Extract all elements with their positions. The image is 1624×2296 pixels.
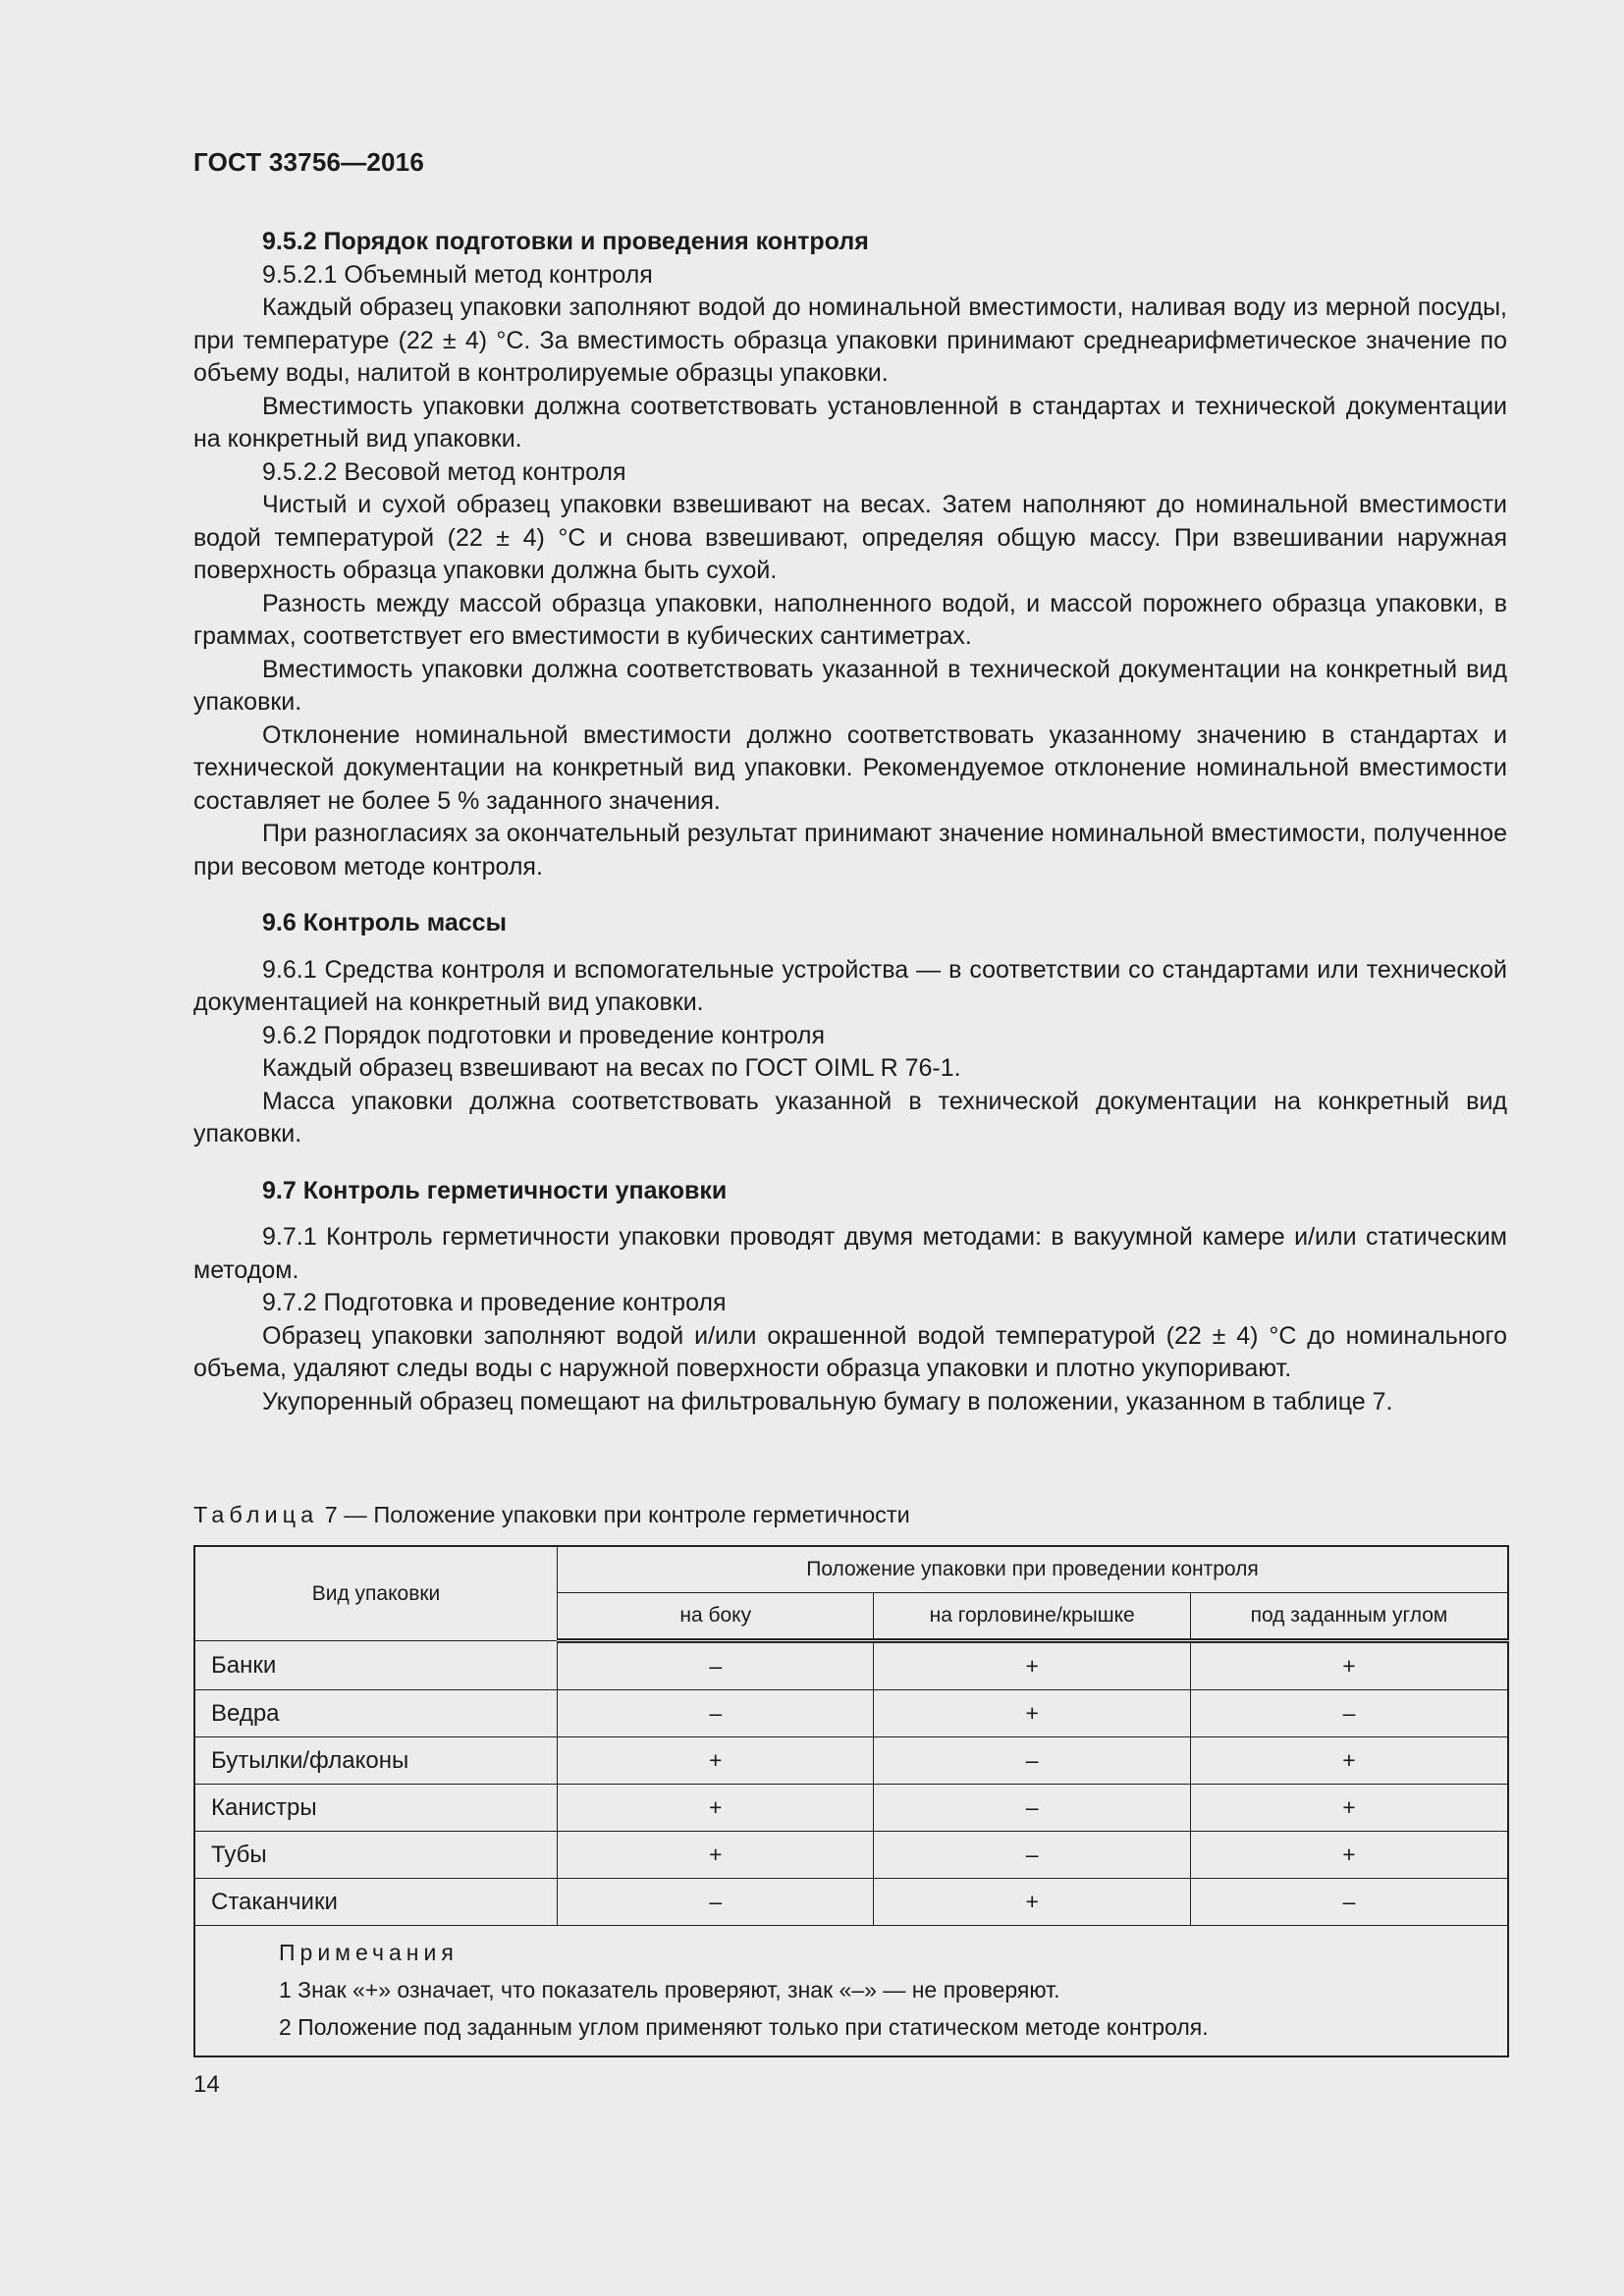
table-row [194, 1879, 1508, 1926]
col-header-kind: Вид упаковки [194, 1546, 558, 1641]
paragraph: 9.7.1 Контроль герметичности упаковки проводят двумя методами: в вакуумной камере и/или статическим методом. [193, 1223, 1507, 1284]
row-kind: Тубы [194, 1832, 558, 1879]
paragraph: Вместимость упаковки должна соответствовать указанной в технической документации на конкретный вид упаковки. [193, 655, 1507, 716]
paragraph: 9.5.2.1 Объемный метод контроля [262, 260, 653, 289]
paragraph: Разность между массой образца упаковки, наполненного водой, и массой порожнего образца упаковки, в граммах, соответствует его вместимости в кубических сантиметрах. [193, 589, 1507, 650]
paragraph: Образец упаковки заполняют водой и/или окрашенной водой температурой (22 ± 4) °С до номинального объема, удаляют следы воды с наружной поверхности образца упаковки и плотно укупоривают. [193, 1321, 1507, 1382]
section-heading: 9.5.2 Порядок подготовки и проведения контроля [262, 228, 869, 255]
row-value: + [1190, 1641, 1508, 1690]
table-row [194, 1737, 1508, 1785]
row-value: – [874, 1832, 1191, 1879]
col-header-neck: на горловине/крышке [874, 1593, 1191, 1641]
row-kind: Канистры [194, 1785, 558, 1832]
table-notes-row [194, 1926, 1508, 2057]
package-position-table [193, 1545, 1509, 2057]
section-heading: 9.6 Контроль массы [262, 909, 507, 936]
row-kind: Банки [194, 1641, 558, 1690]
row-value: + [558, 1737, 874, 1785]
row-value: – [558, 1641, 874, 1690]
row-value: + [558, 1832, 874, 1879]
row-value: – [1190, 1879, 1508, 1926]
col-header-side: на боку [558, 1593, 874, 1641]
row-kind: Бутылки/флаконы [194, 1737, 558, 1785]
row-value: + [1190, 1737, 1508, 1785]
col-header-angle: под заданным углом [1190, 1593, 1508, 1641]
paragraph: Вместимость упаковки должна соответствовать установленной в стандартах и технической документации на конкретный вид упаковки. [193, 392, 1507, 453]
row-value: + [558, 1785, 874, 1832]
table-caption-label: Таблица [193, 1502, 319, 1527]
row-value: – [558, 1879, 874, 1926]
document-header: ГОСТ 33756—2016 [193, 147, 424, 177]
paragraph: Отклонение номинальной вместимости должно соответствовать указанному значению в стандартах и технической документации на конкретный вид упаковки. Рекомендуемое отклонение номинальной вместимости составляет не более 5 % заданного значения. [193, 721, 1507, 815]
row-value: – [558, 1690, 874, 1737]
paragraph: Чистый и сухой образец упаковки взвешивают на весах. Затем наполняют до номинальной вместимости водой температурой (22 ± 4) °С и снова взвешивают, определяя общую массу. При взвешивании наружная поверхность образца упаковки должна быть сухой. [193, 491, 1507, 584]
paragraph: Каждый образец упаковки заполняют водой до номинальной вместимости, наливая воду из мерной посуды, при температуре (22 ± 4) °С. За вместимость образца упаковки принимают среднеарифметическое значение по объему воды, налитой в контролируемые образцы упаковки. [193, 294, 1507, 387]
row-value: – [1190, 1690, 1508, 1737]
col-header-group: Положение упаковки при проведении контроля [558, 1546, 1508, 1593]
row-kind: Ведра [194, 1690, 558, 1737]
row-value: – [874, 1785, 1191, 1832]
paragraph: При разногласиях за окончательный результат принимают значение номинальной вместимости, полученное при весовом методе контроля. [193, 820, 1507, 881]
paragraph: 9.7.2 Подготовка и проведение контроля [262, 1289, 727, 1316]
paragraph: 9.6.1 Средства контроля и вспомогательные устройства — в соответствии со стандартами или технической документацией на конкретный вид упаковки. [193, 955, 1507, 1016]
table-row [194, 1832, 1508, 1879]
table-row [194, 1785, 1508, 1832]
paragraph: Масса упаковки должна соответствовать указанной в технической документации на конкретный вид упаковки. [193, 1087, 1507, 1148]
paragraph: 9.5.2.2 Весовой метод контроля [262, 457, 626, 486]
section-heading: 9.7 Контроль герметичности упаковки [262, 1176, 728, 1204]
table-notes [194, 1926, 1508, 2057]
note-item: 2 Положение под заданным углом применяют только при статическом методе контроля. [279, 2014, 1209, 2040]
table-caption-title: 7 — Положение упаковки при контроле герметичности [318, 1502, 910, 1527]
paragraph: Каждый образец взвешивают на весах по ГОСТ OIML R 76-1. [262, 1054, 961, 1082]
table-row [194, 1690, 1508, 1737]
paragraph: 9.6.2 Порядок подготовки и проведение контроля [262, 1021, 826, 1049]
row-kind: Стаканчики [194, 1879, 558, 1926]
note-item: 1 Знак «+» означает, что показатель проверяют, знак «–» — не проверяют. [279, 1977, 1060, 2002]
table-row [194, 1641, 1508, 1690]
row-value: + [874, 1690, 1191, 1737]
row-value: + [874, 1879, 1191, 1926]
page-number: 14 [193, 2071, 220, 2098]
table-caption [193, 1502, 910, 1528]
row-value: + [874, 1641, 1191, 1690]
notes-title: Примечания [279, 1940, 459, 1965]
row-value: + [1190, 1832, 1508, 1879]
row-value: – [874, 1737, 1191, 1785]
body-text [193, 226, 1507, 1418]
row-value: + [1190, 1785, 1508, 1832]
paragraph: Укупоренный образец помещают на фильтровальную бумагу в положении, указанном в таблице 7. [262, 1387, 1393, 1415]
